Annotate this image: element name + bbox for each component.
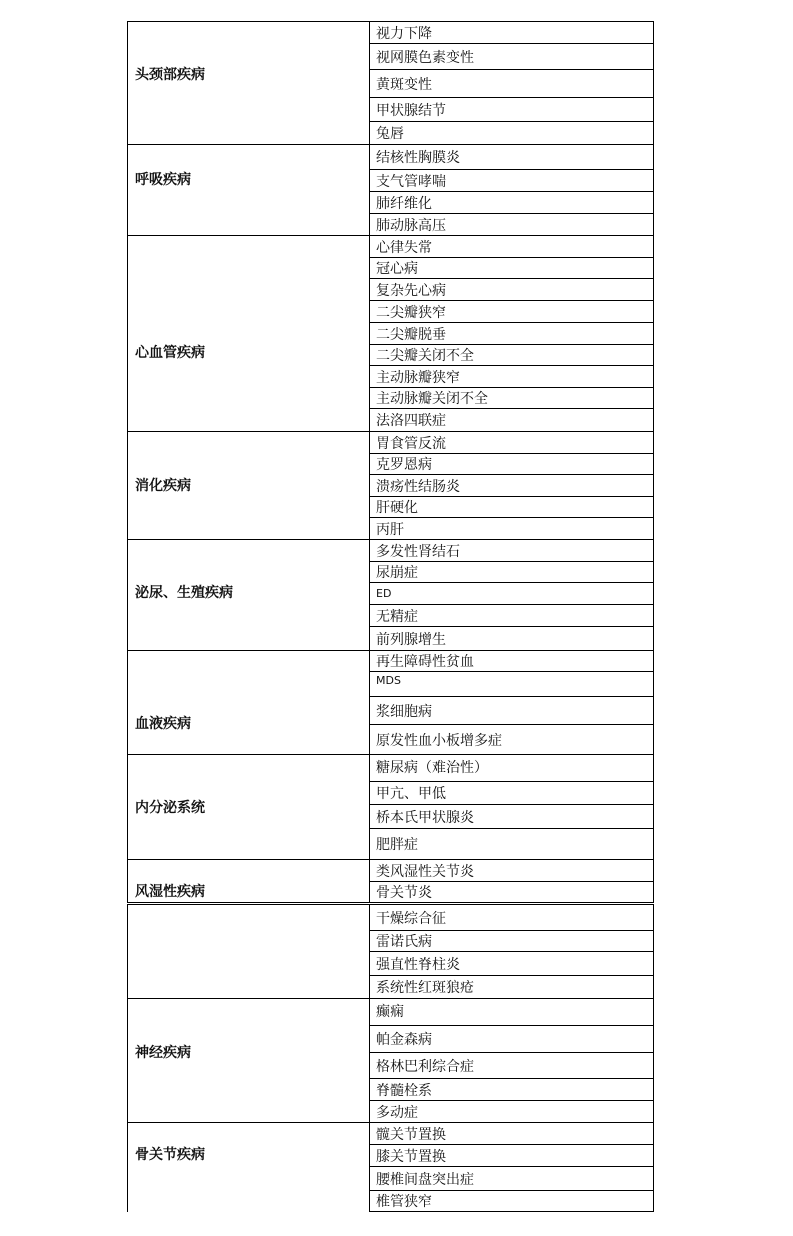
list-item: 前列腺增生 bbox=[376, 631, 446, 648]
category-group bbox=[127, 904, 654, 999]
list-item: 格林巴利综合症 bbox=[370, 1053, 653, 1079]
list-item: 视网膜色素变性 bbox=[370, 44, 653, 70]
list-item: 腰椎间盘突出症 bbox=[370, 1167, 653, 1191]
category-group bbox=[127, 999, 654, 1123]
list-item: 癫痫 bbox=[370, 999, 653, 1026]
list-item: 二尖瓣狭窄 bbox=[370, 301, 653, 323]
category-label: 内分泌系统 bbox=[135, 800, 205, 816]
list-item: 甲亢、甲低 bbox=[370, 782, 653, 805]
list-item: 丙肝 bbox=[376, 521, 404, 538]
list-item: 系统性红斑狼疮 bbox=[376, 980, 474, 996]
list-item: 再生障碍性贫血 bbox=[370, 651, 653, 672]
list-item: 椎管狭窄 bbox=[370, 1191, 653, 1212]
list-item: 膝关节置换 bbox=[370, 1145, 653, 1167]
list-item: 多发性肾结石 bbox=[370, 540, 653, 562]
item-list bbox=[370, 432, 653, 539]
category-label: 血液疾病 bbox=[135, 716, 191, 732]
category-group bbox=[127, 755, 654, 860]
category-cell bbox=[128, 540, 370, 650]
category-group bbox=[127, 21, 654, 145]
category-cell bbox=[128, 1123, 370, 1212]
list-item: 主动脉瓣狭窄 bbox=[370, 366, 653, 388]
item-list bbox=[370, 755, 653, 859]
list-item: 多动症 bbox=[376, 1104, 418, 1121]
list-item: 肥胖症 bbox=[376, 837, 418, 853]
list-item: 浆细胞病 bbox=[370, 697, 653, 725]
list-item: 复杂先心病 bbox=[370, 279, 653, 301]
list-item: ED bbox=[370, 583, 653, 605]
category-label: 呼吸疾病 bbox=[135, 172, 191, 188]
category-label: 心血管疾病 bbox=[135, 345, 205, 361]
list-item: 原发性血小板增多症 bbox=[376, 732, 502, 749]
category-cell bbox=[128, 905, 370, 998]
item-list bbox=[370, 1123, 653, 1212]
category-cell bbox=[128, 22, 370, 144]
list-item: 支气管哮喘 bbox=[370, 170, 653, 192]
list-item: 黄斑变性 bbox=[370, 70, 653, 98]
list-item: 肝硬化 bbox=[370, 497, 653, 518]
category-label: 消化疾病 bbox=[135, 478, 191, 494]
item-list bbox=[370, 145, 653, 235]
item-list bbox=[370, 651, 653, 754]
list-item: 溃疡性结肠炎 bbox=[370, 475, 653, 497]
category-label: 神经疾病 bbox=[135, 1045, 191, 1061]
category-group bbox=[127, 145, 654, 236]
list-item: 无精症 bbox=[370, 605, 653, 627]
list-item: 二尖瓣关闭不全 bbox=[370, 345, 653, 366]
category-label: 泌尿、生殖疾病 bbox=[135, 585, 233, 601]
category-cell bbox=[128, 236, 370, 431]
list-item: 肺动脉高压 bbox=[376, 217, 446, 234]
list-item: 骨关节炎 bbox=[376, 885, 432, 901]
list-item: 法洛四联症 bbox=[376, 413, 446, 429]
list-item: 心律失常 bbox=[370, 236, 653, 258]
list-item: 髋关节置换 bbox=[370, 1123, 653, 1145]
list-item: 雷诺氏病 bbox=[370, 931, 653, 952]
list-item: 强直性脊柱炎 bbox=[370, 952, 653, 976]
category-group bbox=[127, 236, 654, 432]
category-cell bbox=[128, 755, 370, 859]
list-item: 帕金森病 bbox=[370, 1026, 653, 1053]
item-list bbox=[370, 236, 653, 431]
list-item: 干燥综合征 bbox=[370, 905, 653, 931]
item-list bbox=[370, 860, 653, 902]
list-item: 克罗恩病 bbox=[370, 454, 653, 475]
item-list bbox=[370, 540, 653, 650]
list-item: 甲状腺结节 bbox=[370, 98, 653, 122]
list-item: 视力下降 bbox=[370, 22, 653, 44]
disease-table-upper bbox=[127, 21, 654, 903]
list-item: 脊髓栓系 bbox=[370, 1079, 653, 1101]
list-item: 糖尿病（难治性） bbox=[370, 755, 653, 782]
list-item: 类风湿性关节炎 bbox=[370, 860, 653, 882]
list-item: 二尖瓣脱垂 bbox=[370, 323, 653, 345]
item-list bbox=[370, 999, 653, 1122]
list-item: MDS bbox=[370, 672, 653, 697]
category-cell bbox=[128, 860, 370, 902]
list-item: 胃食管反流 bbox=[370, 432, 653, 454]
list-item: 肺纤维化 bbox=[370, 192, 653, 214]
list-item: 结核性胸膜炎 bbox=[370, 145, 653, 170]
list-item: 主动脉瓣关闭不全 bbox=[370, 388, 653, 409]
category-group bbox=[127, 651, 654, 755]
category-label: 头颈部疾病 bbox=[135, 67, 205, 83]
disease-table-lower bbox=[127, 904, 654, 1212]
category-group bbox=[127, 860, 654, 903]
item-list bbox=[370, 22, 653, 144]
category-group bbox=[127, 540, 654, 651]
category-cell bbox=[128, 145, 370, 235]
item-list bbox=[370, 905, 653, 998]
list-item: 尿崩症 bbox=[370, 562, 653, 583]
category-cell bbox=[128, 999, 370, 1122]
list-item: 冠心病 bbox=[370, 258, 653, 279]
list-item: 桥本氏甲状腺炎 bbox=[370, 805, 653, 829]
list-item: 兔唇 bbox=[376, 126, 404, 142]
category-cell bbox=[128, 651, 370, 754]
category-label: 风湿性疾病 bbox=[135, 884, 205, 900]
category-label: 骨关节疾病 bbox=[135, 1147, 205, 1163]
category-group bbox=[127, 1123, 654, 1212]
category-cell bbox=[128, 432, 370, 539]
category-group bbox=[127, 432, 654, 540]
